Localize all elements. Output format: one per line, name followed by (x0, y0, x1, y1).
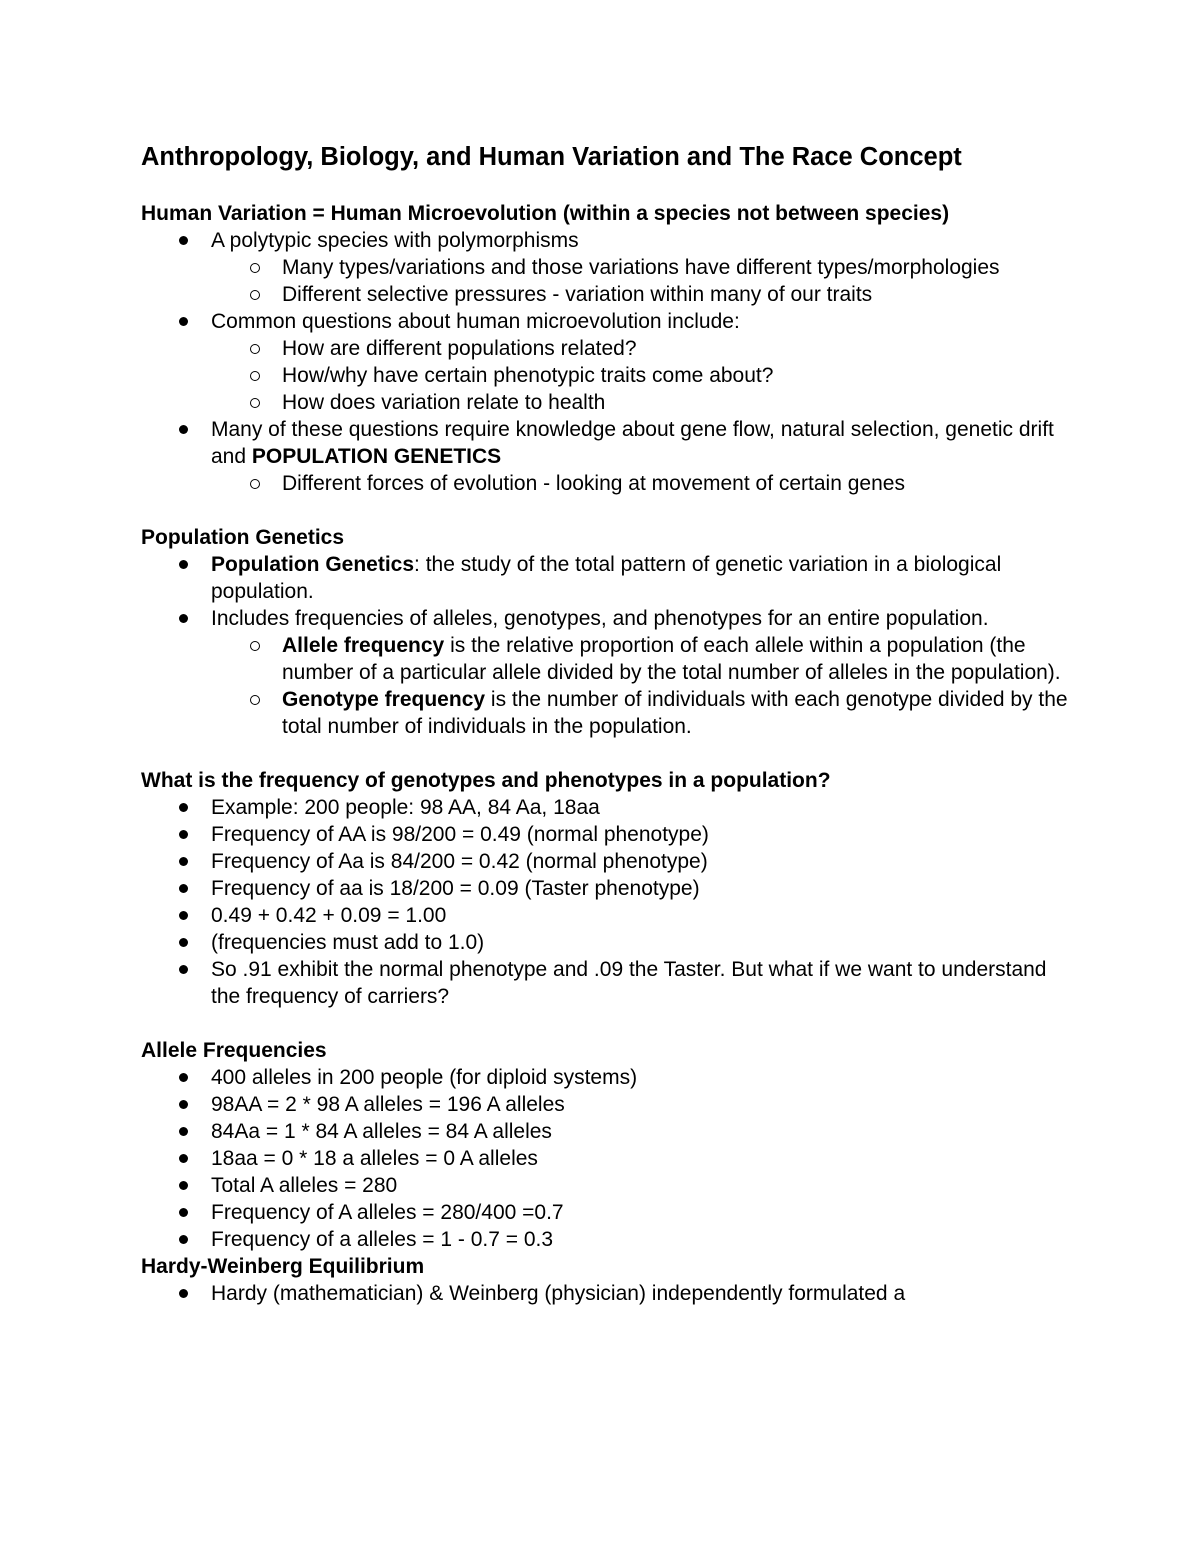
bold-term: Genotype frequency (282, 688, 486, 711)
list-item: Frequency of a alleles = 1 - 0.7 = 0.3 (141, 1226, 1071, 1253)
sub-list-item (141, 254, 1071, 281)
sub-list-item (141, 470, 1071, 497)
section-heading-genotype-frequency: What is the frequency of genotypes and phenotypes in a population? (141, 769, 831, 792)
sub-list-item (141, 632, 1071, 686)
bullet-list (141, 227, 1071, 497)
list-item: Example: 200 people: 98 AA, 84 Aa, 18aa (141, 794, 1071, 821)
list-item-text: How are different populations related? (282, 337, 637, 360)
section-heading-hardy-weinberg: Hardy-Weinberg Equilibrium (141, 1255, 425, 1278)
list-item: Frequency of A alleles = 280/400 =0.7 (141, 1199, 1071, 1226)
list-item: Total A alleles = 280 (141, 1172, 1071, 1199)
list-item (141, 416, 1071, 497)
sub-bullet-list (141, 254, 1071, 308)
bullet-list (141, 794, 1071, 1010)
bold-term: POPULATION GENETICS (251, 445, 502, 468)
list-item-text: Different selective pressures - variation within many of our traits (282, 283, 873, 306)
document-title: Anthropology, Biology, and Human Variation and The Race Concept (141, 143, 962, 171)
list-item-text: Many types/variations and those variations have different types/morphologies (282, 256, 1000, 279)
list-item-text: Different forces of evolution - looking at movement of certain genes (282, 472, 905, 495)
section-heading-human-variation: Human Variation = Human Microevolution (within a species not between species) (141, 202, 950, 225)
list-item: 0.49 + 0.42 + 0.09 = 1.00 (141, 902, 1071, 929)
list-item: (frequencies must add to 1.0) (141, 929, 1071, 956)
list-item: 18aa = 0 * 18 a alleles = 0 A alleles (141, 1145, 1071, 1172)
bold-term: Population Genetics (211, 553, 415, 576)
list-item (141, 605, 1071, 740)
list-item: 400 alleles in 200 people (for diploid systems) (141, 1064, 1071, 1091)
sub-list-item (141, 389, 1071, 416)
list-item-text: How/why have certain phenotypic traits come about? (282, 364, 774, 387)
list-item-text: Includes frequencies of alleles, genotypes, and phenotypes for an entire population. (211, 607, 989, 630)
list-item (141, 308, 1071, 416)
sub-bullet-list (141, 632, 1071, 740)
section-heading-population-genetics: Population Genetics (141, 526, 345, 549)
bullet-list (141, 551, 1071, 740)
list-item: So .91 exhibit the normal phenotype and .09 the Taster. But what if we want to understand the frequency of carriers? (141, 956, 1071, 1010)
sub-list-item (141, 362, 1071, 389)
list-item (141, 227, 1071, 308)
list-item: 98AA = 2 * 98 A alleles = 196 A alleles (141, 1091, 1071, 1118)
list-item: Frequency of AA is 98/200 = 0.49 (normal phenotype) (141, 821, 1071, 848)
list-item: Frequency of aa is 18/200 = 0.09 (Taster phenotype) (141, 875, 1071, 902)
sub-list-item (141, 335, 1071, 362)
sub-bullet-list (141, 470, 1071, 497)
bold-term: Allele frequency (282, 634, 445, 657)
sub-list-item (141, 281, 1071, 308)
bullet-list (141, 1280, 1071, 1307)
section-heading-allele-frequencies: Allele Frequencies (141, 1039, 327, 1062)
document-page (141, 138, 1071, 1307)
list-item-text: is the number of individuals with each genotype divided by the total number of individuals in the population. (282, 688, 1068, 738)
sub-bullet-list (141, 335, 1071, 416)
bullet-list (141, 1064, 1071, 1253)
list-item: 84Aa = 1 * 84 A alleles = 84 A alleles (141, 1118, 1071, 1145)
list-item: Frequency of Aa is 84/200 = 0.42 (normal phenotype) (141, 848, 1071, 875)
sub-list-item (141, 686, 1071, 740)
list-item-text: A polytypic species with polymorphisms (211, 229, 579, 252)
list-item-text: How does variation relate to health (282, 391, 606, 414)
list-item: Hardy (mathematician) & Weinberg (physician) independently formulated a (141, 1280, 1071, 1307)
list-item-text: Many of these questions require knowledge about gene flow, natural selection, genetic drift and (211, 418, 1054, 468)
list-item-text: is the relative proportion of each allele within a population (the number of a particular allele divided by the total number of alleles in the population). (282, 634, 1061, 684)
list-item (141, 551, 1071, 605)
list-item-text: Common questions about human microevolution include: (211, 310, 740, 333)
list-item-text: : the study of the total pattern of genetic variation in a biological population. (211, 553, 1002, 603)
